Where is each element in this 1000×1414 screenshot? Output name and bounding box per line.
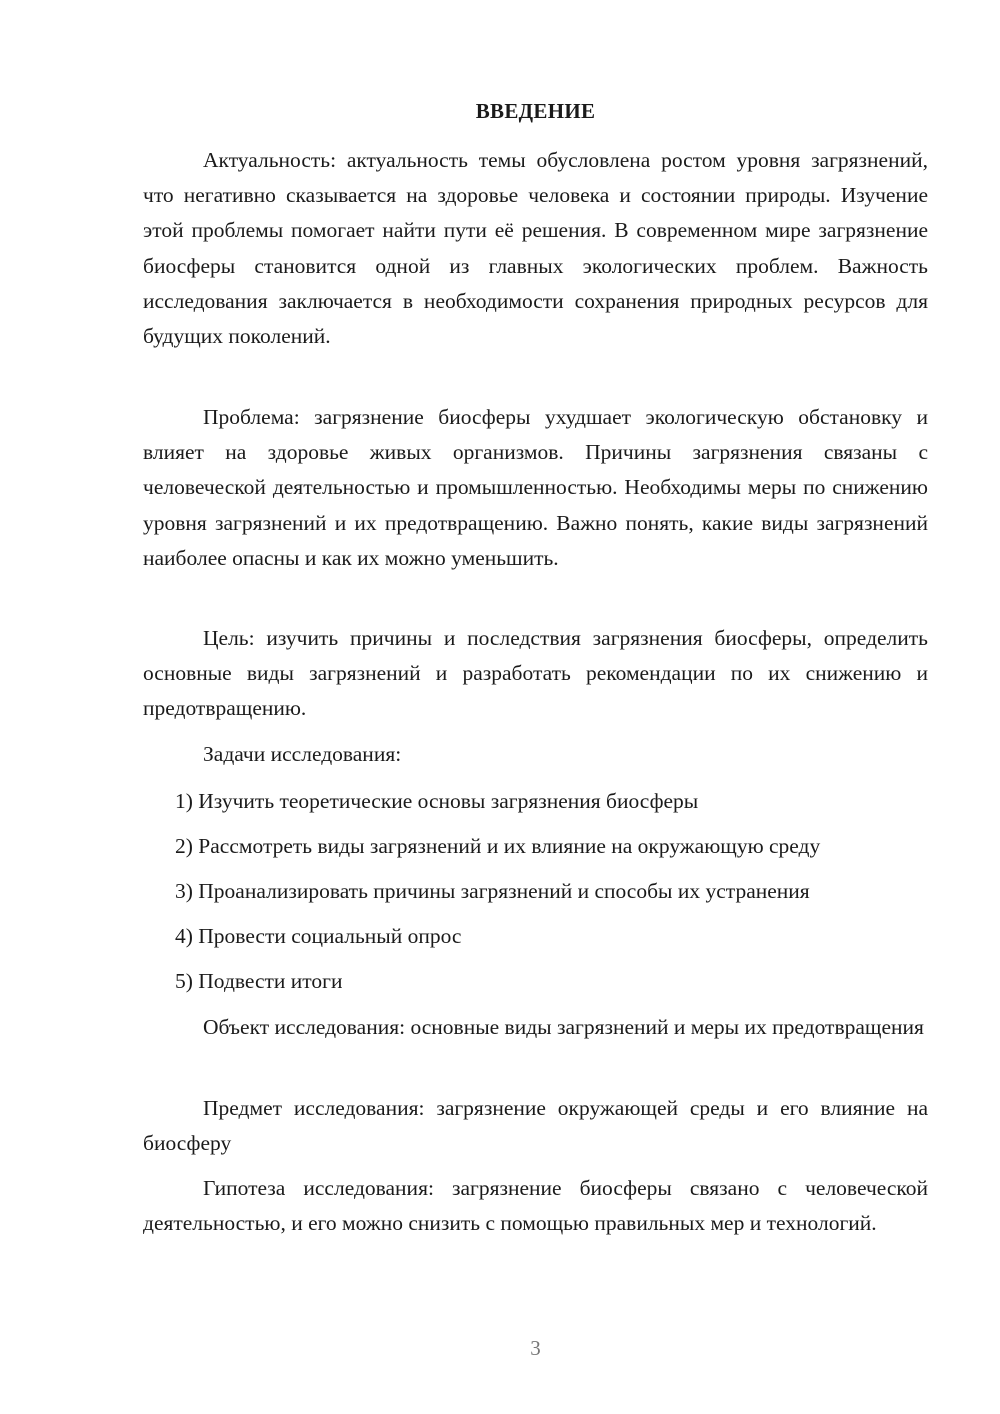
section-title: ВВЕДЕНИЕ	[475, 99, 596, 123]
hypothesis-paragraph: Гипотеза исследования: загрязнение биосферы связано с человеческой деятельностью, и его можно снизить с помощью правильных мер и технологий.	[143, 1176, 928, 1236]
subject-paragraph: Предмет исследования: загрязнение окружающей среды и его влияние на биосферу	[143, 1096, 928, 1156]
relevance-paragraph: Актуальность: актуальность темы обусловлена ростом уровня загрязнений, что негативно сказывается на здоровье человека и состоянии природы. Изучение этой проблемы помогает найти пути её решения. В современном мире загрязнение биосферы становится одной из главных экологических проблем. Важность исследования заключается в необходимости сохранения природных ресурсов для будущих поколений.	[143, 148, 928, 349]
task-item-4: 4) Провести социальный опрос	[175, 924, 462, 948]
document-page	[143, 0, 928, 1414]
task-item-3: 3) Проанализировать причины загрязнений и способы их устранения	[175, 879, 810, 903]
problem-paragraph: Проблема: загрязнение биосферы ухудшает экологическую обстановку и влияет на здоровье живых организмов. Причины загрязнения связаны с человеческой деятельностью и промышленностью. Необходимы меры по снижению уровня загрязнений и их предотвращению. Важно понять, какие виды загрязнений наиболее опасны и как их можно уменьшить.	[143, 405, 928, 570]
task-item-2: 2) Рассмотреть виды загрязнений и их влияние на окружающую среду	[175, 834, 821, 858]
page-number: 3	[530, 1336, 541, 1360]
object-paragraph: Объект исследования: основные виды загрязнений и меры их предотвращения	[203, 1015, 924, 1039]
tasks-heading: Задачи исследования:	[203, 742, 402, 766]
task-item-5: 5) Подвести итоги	[175, 969, 343, 993]
goal-paragraph: Цель: изучить причины и последствия загрязнения биосферы, определить основные виды загрязнений и разработать рекомендации по их снижению и предотвращению.	[143, 626, 928, 721]
task-item-1: 1) Изучить теоретические основы загрязнения биосферы	[175, 789, 699, 813]
